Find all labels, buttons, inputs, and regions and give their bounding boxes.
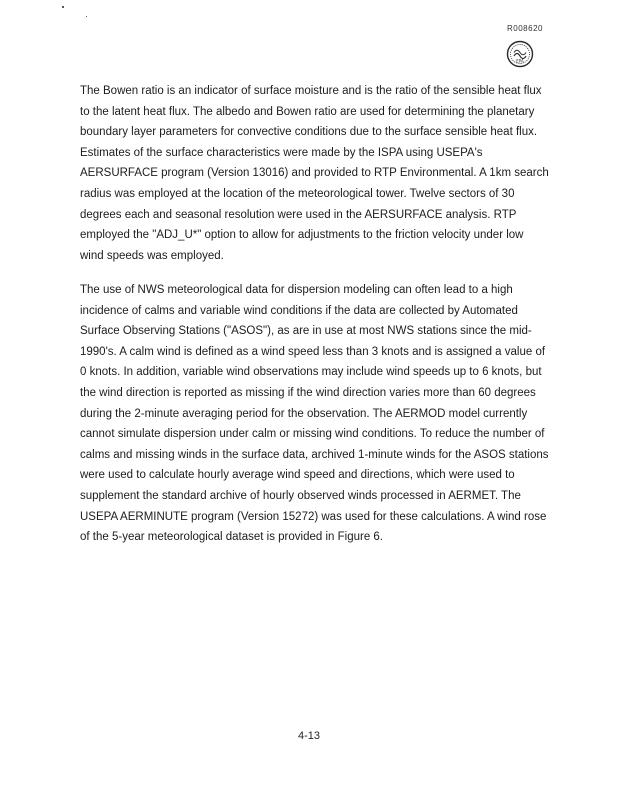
paragraph-calm-wind-processing: The use of NWS meteorological data for dispersion modeling can often lead to a high incidence of calms and variable wind conditions if the data are collected by Automated Surface Observing Stations ("ASOS"), as are in use at most NWS stations since the mid-1990's. A calm wind is defined as a wind speed less than 3 knots and is assigned a value of 0 knots. In addition, variable wind observations may include wind speeds up to 6 knots, but the wind direction is reported as missing if the wind direction varies more than 60 degrees during the 2-minute averaging period for the observation. The AERMOD model currently cannot simulate dispersion under calm or missing wind conditions. To reduce the number of calms and missing winds in the surface data, archived 1-minute winds for the ASOS stations were used to calculate hourly average wind speed and directions, which were used to supplement the standard archive of hourly observed winds processed in AERMET. The USEPA AERMINUTE program (Version 15272) was used for these calculations. A wind rose of the 5-year meteorological dataset is provided in Figure 6. [80,284,549,544]
paragraph-surface-characteristics: The Bowen ratio is an indicator of surface moisture and is the ratio of the sensible heat flux to the latent heat flux. The albedo and Bowen ratio are used for determining the planetary boundary layer parameters for convective conditions due to the surface sensible heat flux. Estimates of the surface characteristics were made by the ISPA using USEPA's AERSURFACE program (Version 13016) and provided to RTP Environmental. A 1km search radius was employed at the location of the meteorological tower. Twelve sectors of 30 degrees each and seasonal resolution were used in the AERSURFACE analysis. RTP employed the "ADJ_U*" option to allow for adjustments to the friction velocity under low wind speeds was employed. [80,85,549,262]
scan-speck [86,16,87,17]
page-number: 4-13 [297,730,321,742]
scan-speck [62,6,64,8]
seal-label: EPA [516,58,524,64]
document-id: R008620 [507,24,543,33]
agency-seal-icon [506,40,534,68]
